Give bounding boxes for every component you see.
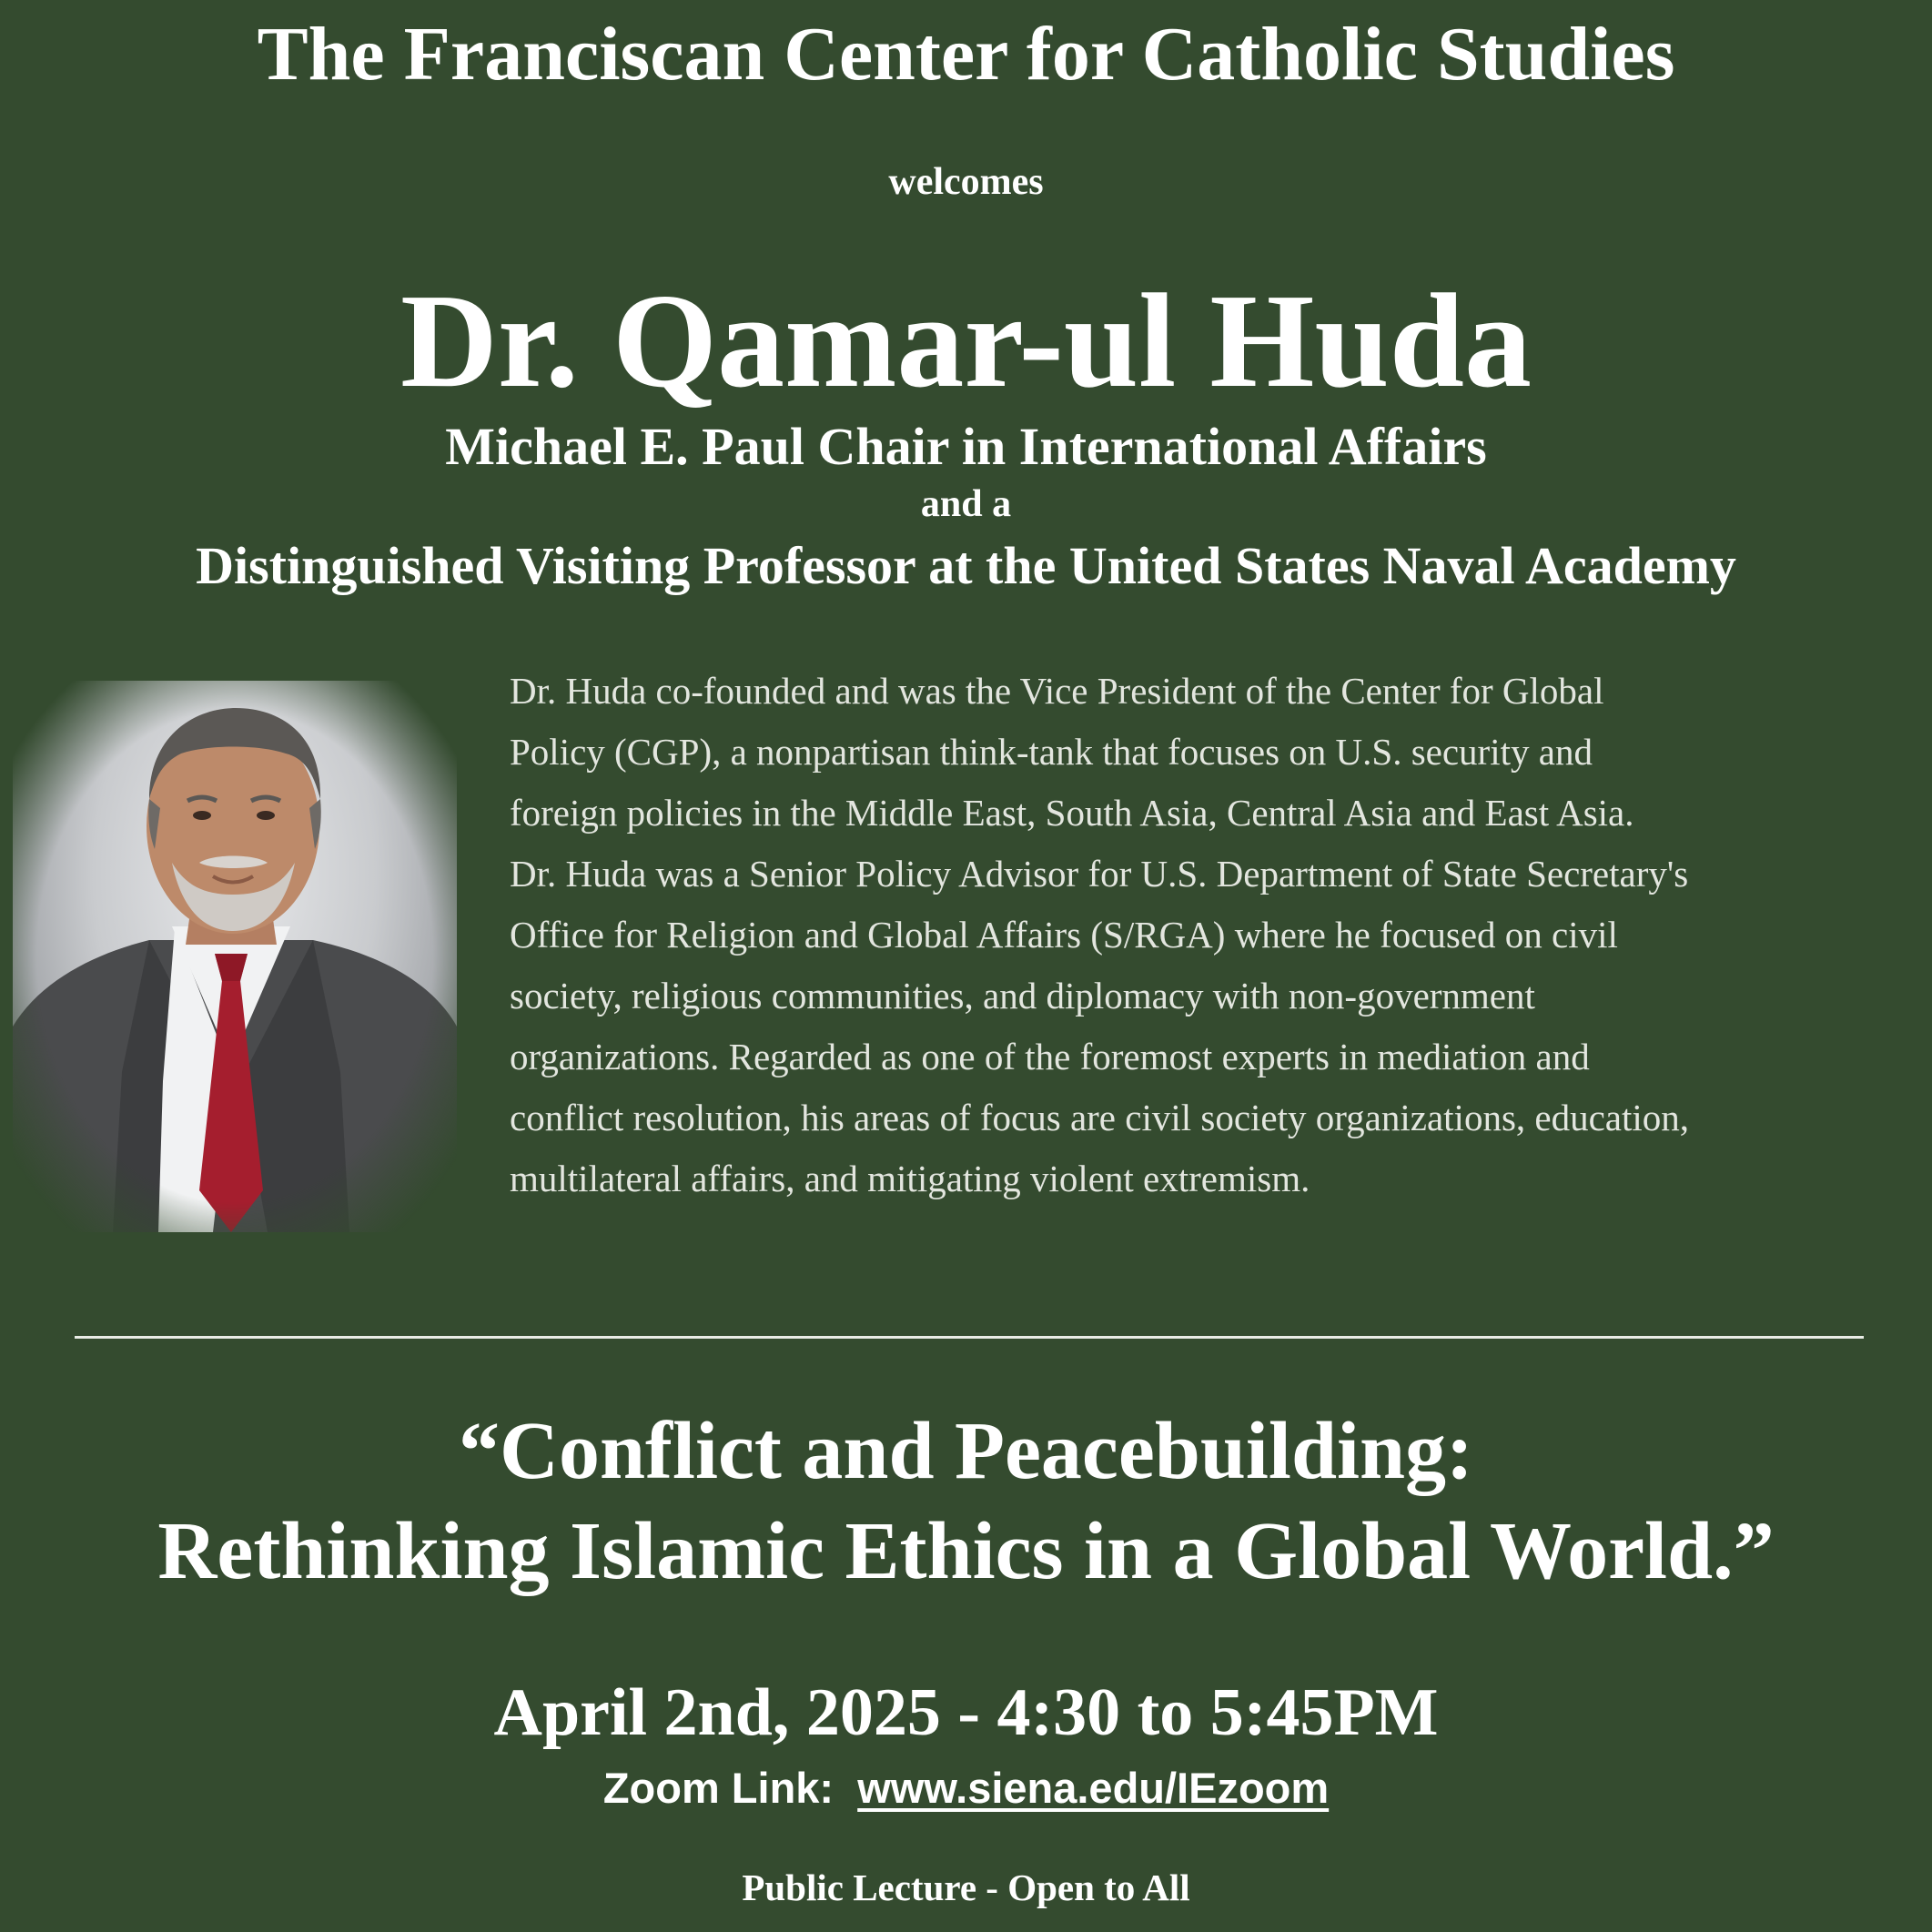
event-datetime: April 2nd, 2025 - 4:30 to 5:45PM bbox=[493, 1675, 1439, 1750]
bio-line: Dr. Huda co-founded and was the Vice President of the Center for Global bbox=[510, 670, 1604, 712]
bio-line: multilateral affairs, and mitigating violent extremism. bbox=[510, 1158, 1310, 1199]
speaker-name: Dr. Qamar-ul Huda bbox=[400, 267, 1532, 416]
zoom-link[interactable]: www.siena.edu/IEzoom bbox=[857, 1764, 1330, 1812]
portrait-illustration bbox=[13, 681, 457, 1232]
bio-line: conflict resolution, his areas of focus are civil society organizations, education, bbox=[510, 1097, 1690, 1138]
speaker-title-line-2: Distinguished Visiting Professor at the United States Naval Academy bbox=[196, 536, 1736, 595]
bio-line: organizations. Regarded as one of the foremost experts in mediation and bbox=[510, 1036, 1590, 1077]
zoom-label: Zoom Link: bbox=[602, 1764, 835, 1812]
bio-line: Policy (CGP), a nonpartisan think-tank that focuses on U.S. security and bbox=[510, 731, 1593, 773]
speaker-title-line-1: Michael E. Paul Chair in International Affairs bbox=[445, 417, 1487, 476]
speaker-portrait bbox=[13, 681, 457, 1232]
lecture-title-line-1: “Conflict and Peacebuilding: bbox=[458, 1406, 1474, 1496]
speaker-bio bbox=[510, 661, 1911, 1209]
bio-line: Office for Religion and Global Affairs (S/RGA) where he focused on civil bbox=[510, 914, 1618, 956]
section-divider bbox=[75, 1336, 1864, 1339]
bio-line: society, religious communities, and diplomacy with non-government bbox=[510, 975, 1535, 1017]
organization-title: The Franciscan Center for Catholic Studies bbox=[257, 12, 1675, 96]
zoom-line bbox=[0, 1760, 1932, 1816]
bio-line: foreign policies in the Middle East, South Asia, Central Asia and East Asia. bbox=[510, 792, 1634, 834]
bio-line: Dr. Huda was a Senior Policy Advisor for U.S. Department of State Secretary's bbox=[510, 853, 1689, 895]
lecture-title-line-2: Rethinking Islamic Ethics in a Global World.” bbox=[157, 1506, 1775, 1596]
access-note: Public Lecture - Open to All bbox=[742, 1866, 1190, 1908]
welcomes-text: welcomes bbox=[888, 161, 1044, 203]
speaker-title-and: and a bbox=[920, 483, 1012, 525]
